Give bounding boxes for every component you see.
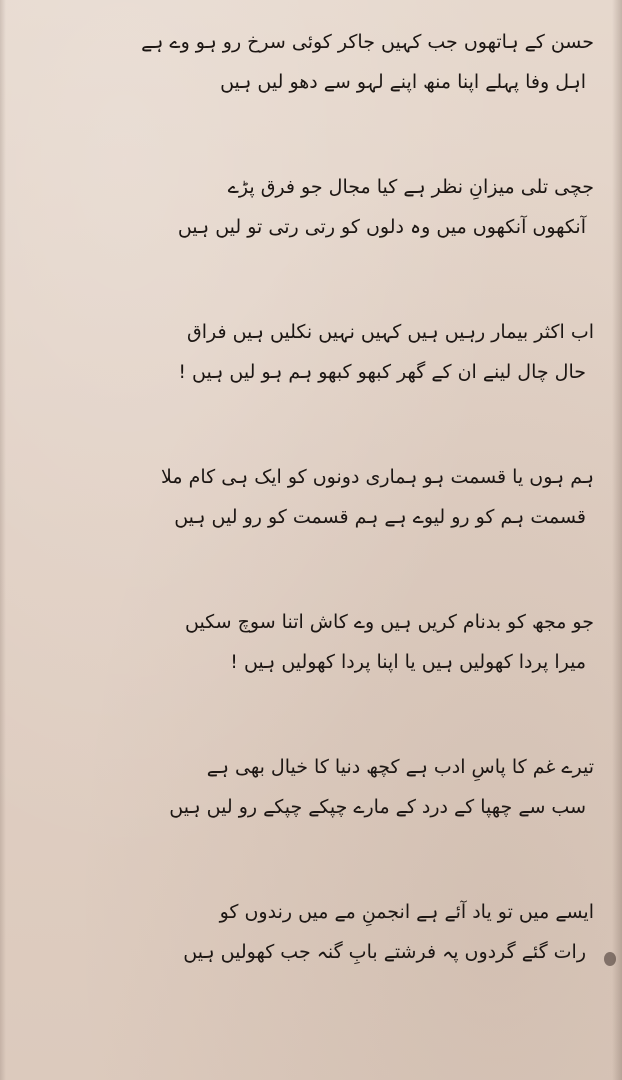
couplet bbox=[38, 22, 594, 167]
verse-line-2: سب سے چھپا کے درد کے مارے چپکے چپکے رو لیں ہیں bbox=[169, 796, 586, 818]
verse-line-1: حسن کے ہاتھوں جب کہیں جاکر کوئی سرخ رو ہو وے ہے bbox=[141, 31, 594, 53]
verse-line-2: اہل وفا پہلے اپنا منھ اپنے لہو سے دھو لیں ہیں bbox=[220, 71, 586, 93]
couplet bbox=[38, 747, 594, 892]
couplet bbox=[38, 892, 594, 1037]
verse-line-1: اب اکثر بیمار رہیں ہیں کہیں نہیں نکلیں ہیں فراق bbox=[186, 321, 594, 343]
verse-line-1: جو مجھ کو بدنام کریں ہیں وے کاش اتنا سوچ سکیں bbox=[184, 611, 594, 633]
verse-line-2: میرا پردا کھولیں ہیں یا اپنا پردا کھولیں ہیں ! bbox=[230, 651, 586, 673]
couplet bbox=[38, 457, 594, 602]
verse-line-1: ایسے میں تو یاد آئے ہے انجمنِ مے میں رندوں کو bbox=[219, 901, 594, 923]
verse-line-2: قسمت ہم کو رو لیوے ہے ہم قسمت کو رو لیں ہیں bbox=[174, 506, 586, 528]
page-edge-shadow-left bbox=[0, 0, 6, 1080]
verse-line-2: حال چال لینے ان کے گھر کبھو کبھو ہم ہو لیں ہیں ! bbox=[178, 361, 586, 383]
verse-line-2: آنکھوں آنکھوں میں وہ دلوں کو رتی رتی تو لیں ہیں bbox=[177, 216, 586, 238]
verse-line-2: رات گئے گردوں پہ فرشتے بابِ گنہ جب کھولیں ہیں bbox=[183, 941, 586, 963]
ghazal-stanzas bbox=[38, 22, 594, 1037]
ink-stain bbox=[604, 952, 616, 966]
page-edge-shadow-right bbox=[612, 0, 622, 1080]
verse-line-1: جچی تلی میزانِ نظر ہے کیا مجال جو فرق پڑے bbox=[227, 176, 594, 198]
couplet bbox=[38, 167, 594, 312]
couplet bbox=[38, 312, 594, 457]
verse-line-1: ہم ہوں یا قسمت ہو ہماری دونوں کو ایک ہی کام ملا bbox=[161, 466, 594, 488]
couplet bbox=[38, 602, 594, 747]
verse-line-1: تیرے غم کا پاسِ ادب ہے کچھ دنیا کا خیال بھی ہے bbox=[206, 756, 594, 778]
